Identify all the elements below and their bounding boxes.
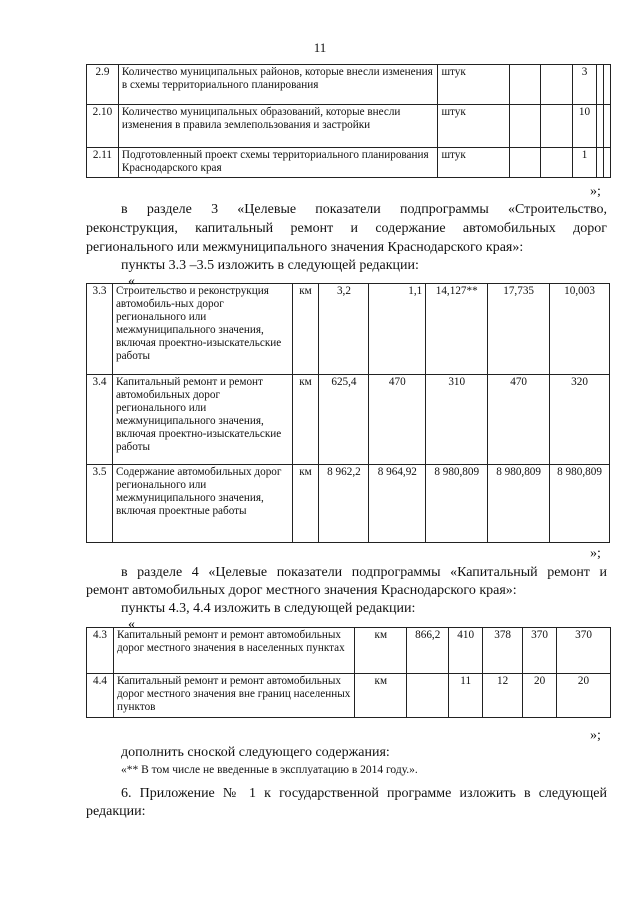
row-number: 2.9 <box>87 65 119 105</box>
row-value: 625,4 <box>319 375 369 465</box>
quote-close: »; <box>590 184 601 199</box>
row-name: Строительство и реконструкция автомобиль-ных дорог регионального или межмуниципального значения, включая проектно-изыскательские работы <box>112 284 292 375</box>
row-value: 14,127** <box>426 284 488 375</box>
row-number: 2.10 <box>87 105 119 148</box>
row-unit: штук <box>438 148 509 178</box>
paragraph-line: в разделе 4 «Целевые показатели подпрограммы «Капитальный ремонт и <box>121 565 607 580</box>
quote-open: « <box>128 274 135 289</box>
row-value: 8 980,809 <box>488 465 550 543</box>
row-value: 1 <box>573 148 597 178</box>
row-number: 3.4 <box>87 375 113 465</box>
paragraph-line: реконструкция, капитальный ремонт и содержание автомобильных дорог <box>86 221 607 236</box>
row-value: 1,1 <box>369 284 426 375</box>
row-value <box>509 65 541 105</box>
row-unit: км <box>292 375 319 465</box>
row-value: 370 <box>523 628 557 674</box>
row-name: Капитальный ремонт и ремонт автомобильных дорог регионального или межмуниципального значения, включая проектно-изыскательские работы <box>112 375 292 465</box>
row-value <box>603 65 610 105</box>
row-value <box>509 148 541 178</box>
row-value: 310 <box>426 375 488 465</box>
paragraph-line: пункты 3.3 –3.5 изложить в следующей редакции: <box>121 258 419 273</box>
row-value <box>603 105 610 148</box>
row-unit: км <box>292 284 319 375</box>
row-value: 470 <box>369 375 426 465</box>
indicators-table-3 <box>86 283 610 543</box>
row-value <box>596 65 603 105</box>
paragraph-line: редакции: <box>86 804 146 819</box>
row-value: 320 <box>550 375 610 465</box>
row-value <box>541 65 573 105</box>
footnote-text: «** В том числе не введенные в эксплуатацию в 2014 году.». <box>121 764 418 776</box>
row-name: Подготовленный проект схемы территориального планирования Краснодарского края <box>118 148 438 178</box>
paragraph-line: ремонт автомобильных дорог местного значения Краснодарского края»: <box>86 583 517 598</box>
row-number: 2.11 <box>87 148 119 178</box>
paragraph-line: пункты 4.3, 4.4 изложить в следующей редакции: <box>121 601 416 616</box>
row-value <box>541 148 573 178</box>
row-value: 3 <box>573 65 597 105</box>
row-name: Содержание автомобильных дорог регионального или межмуниципального значения, включая проектные работы <box>112 465 292 543</box>
quote-close: »; <box>590 728 601 743</box>
indicators-table-4 <box>86 627 611 718</box>
table-row <box>87 674 611 718</box>
paragraph-line: 6. Приложение № 1 к государственной программе изложить в следующей <box>121 786 607 801</box>
table-row <box>87 284 610 375</box>
row-number: 4.3 <box>87 628 114 674</box>
table-row <box>87 628 611 674</box>
row-unit: км <box>355 674 407 718</box>
row-unit: штук <box>438 105 509 148</box>
row-value: 8 962,2 <box>319 465 369 543</box>
row-value: 11 <box>449 674 483 718</box>
row-value: 8 980,809 <box>550 465 610 543</box>
row-number: 3.3 <box>87 284 113 375</box>
paragraph-line: в разделе 3 «Целевые показатели подпрограммы «Строительство, <box>121 202 607 217</box>
paragraph-line: дополнить сноской следующего содержания: <box>121 745 390 760</box>
row-value <box>596 148 603 178</box>
row-value: 410 <box>449 628 483 674</box>
quote-close: »; <box>590 546 601 561</box>
table-row <box>87 148 611 178</box>
row-number: 3.5 <box>87 465 113 543</box>
row-value: 8 980,809 <box>426 465 488 543</box>
page-number: 11 <box>313 40 327 55</box>
row-unit: штук <box>438 65 509 105</box>
row-number: 4.4 <box>87 674 114 718</box>
row-value: 20 <box>557 674 611 718</box>
row-value <box>407 674 449 718</box>
row-value: 17,735 <box>488 284 550 375</box>
table-row <box>87 105 611 148</box>
row-value: 8 964,92 <box>369 465 426 543</box>
row-unit: км <box>292 465 319 543</box>
table-row <box>87 65 611 105</box>
row-value: 20 <box>523 674 557 718</box>
row-name: Количество муниципальных образований, которые внесли изменения в правила землепользования и застройки <box>118 105 438 148</box>
paragraph-line: регионального или межмуниципального значения Краснодарского края»: <box>86 240 524 255</box>
row-unit: км <box>355 628 407 674</box>
row-value: 12 <box>483 674 523 718</box>
row-name: Количество муниципальных районов, которые внесли изменения в схемы территориального планирования <box>118 65 438 105</box>
row-value <box>596 105 603 148</box>
row-value <box>509 105 541 148</box>
row-value: 470 <box>488 375 550 465</box>
table-row <box>87 375 610 465</box>
row-name: Капитальный ремонт и ремонт автомобильных дорог местного значения вне границ населенных пунктов <box>113 674 354 718</box>
row-value <box>603 148 610 178</box>
row-value: 378 <box>483 628 523 674</box>
row-value: 866,2 <box>407 628 449 674</box>
row-name: Капитальный ремонт и ремонт автомобильных дорог местного значения в населенных пунктах <box>113 628 354 674</box>
indicators-table-2 <box>86 64 611 178</box>
row-value: 10,003 <box>550 284 610 375</box>
table-row <box>87 465 610 543</box>
row-value: 370 <box>557 628 611 674</box>
row-value <box>541 105 573 148</box>
quote-open: « <box>128 617 135 632</box>
row-value: 3,2 <box>319 284 369 375</box>
row-value: 10 <box>573 105 597 148</box>
